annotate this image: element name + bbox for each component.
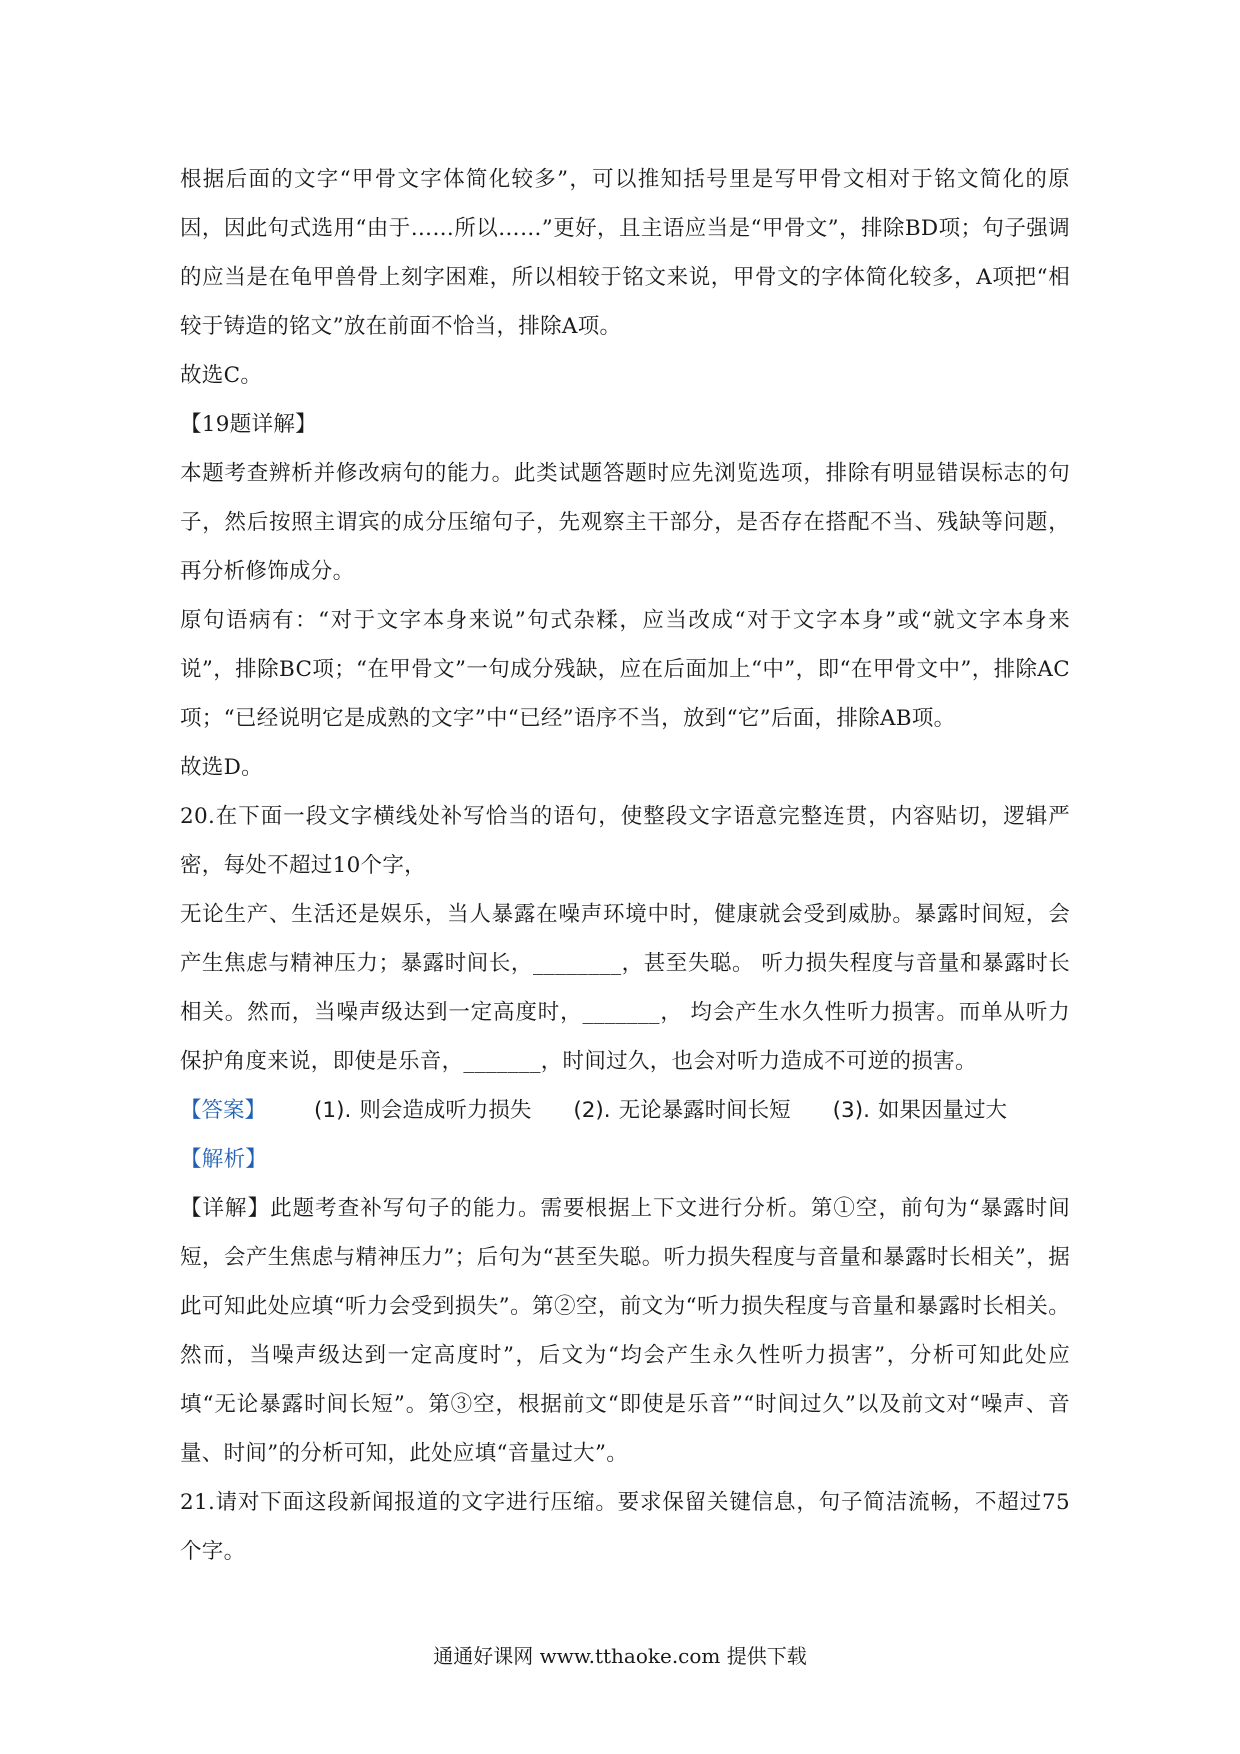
- answer-text: 如果因量过大: [877, 1098, 1007, 1123]
- document-body: [180, 155, 1070, 1576]
- answer-choice-18: 故选C。: [180, 363, 263, 388]
- error-analysis-paragraph-19: 原句语病有：“对于文字本身来说”句式杂糅，应当改成“对于文字本身”或“就文字本身来说”，排除BC项；“在甲骨文”一句成分残缺，应在后面加上“中”，即“在甲骨文中”，排除AC项；“已经说明它是成熟的文字”中“已经”语序不当，放到“它”后面，排除AB项。: [180, 608, 1070, 731]
- question-20-detail: 【详解】此题考查补写句子的能力。需要根据上下文进行分析。第①空，前句为“暴露时间短，会产生焦虑与精神压力”；后句为“甚至失聪。听力损失程度与音量和暴露时长相关”，据此可知此处应填“听力会受到损失”。第②空，前文为“听力损失程度与音量和暴露时长相关。然而，当噪声级达到一定高度时”，后文为“均会产生永久性听力损害”，分析可知此处应填“无论暴露时间长短”。第③空，根据前文“即使是乐音”“时间过久”以及前文对“噪声、音量、时间”的分析可知，此处应填“音量过大”。: [180, 1196, 1070, 1466]
- question-20-passage: 无论生产、生活还是娱乐，当人暴露在噪声环境中时，健康就会受到威胁。暴露时间短，会产生焦虑与精神压力；暴露时间长，________，甚至失聪。 听力损失程度与音量和暴露时长相关。然而，当噪声级达到一定高度时，_______， 均会产生水久性听力损害。而单从听力保护角度来说，即使是乐音，_______，时间过久，也会对听力造成不可逆的损害。: [180, 902, 1070, 1074]
- question-21-prompt: 21.请对下面这段新闻报道的文字进行压缩。要求保留关键信息，句子简洁流畅，不超过75个字。: [180, 1490, 1070, 1564]
- answer-item: [833, 1086, 1007, 1135]
- question-20-prompt: 20.在下面一段文字横线处补写恰当的语句，使整段文字语意完整连贯，内容贴切，逻辑严密，每处不超过10个字，: [180, 804, 1070, 878]
- answer-choice-19: 故选D。: [180, 755, 263, 780]
- answer-item: [314, 1086, 531, 1135]
- answer-text: 则会造成听力损失: [359, 1098, 532, 1123]
- answer-number: (3).: [832, 1098, 870, 1123]
- answer-number: (2).: [573, 1098, 611, 1123]
- answer-number: (1).: [314, 1098, 352, 1123]
- analysis-tag: 【解析】: [180, 1147, 268, 1172]
- explanation-paragraph-19: 本题考查辨析并修改病句的能力。此类试题答题时应先浏览选项，排除有明显错误标志的句子，然后按照主谓宾的成分压缩句子，先观察主干部分，是否存在搭配不当、残缺等问题，再分析修饰成分。: [180, 461, 1070, 584]
- analysis-paragraph-18: 根据后面的文字“甲骨文字体简化较多”，可以推知括号里是写甲骨文相对于铭文简化的原因，因此句式选用“由于……所以……”更好，且主语应当是“甲骨文”，排除BD项；句子强调的应当是在龟甲兽骨上刻字困难，所以相较于铭文来说，甲骨文的字体简化较多，A项把“相较于铸造的铭文”放在前面不恰当，排除A项。: [180, 167, 1070, 339]
- question-20-answers: [180, 1086, 1070, 1135]
- answer-tag: 【答案】: [180, 1098, 267, 1123]
- answer-item: [573, 1086, 790, 1135]
- page-footer: 通通好课网 www.tthaoke.com 提供下载: [433, 1644, 807, 1668]
- section-heading-19: 【19题详解】: [180, 412, 317, 437]
- answer-text: 无论暴露时间长短: [618, 1098, 791, 1123]
